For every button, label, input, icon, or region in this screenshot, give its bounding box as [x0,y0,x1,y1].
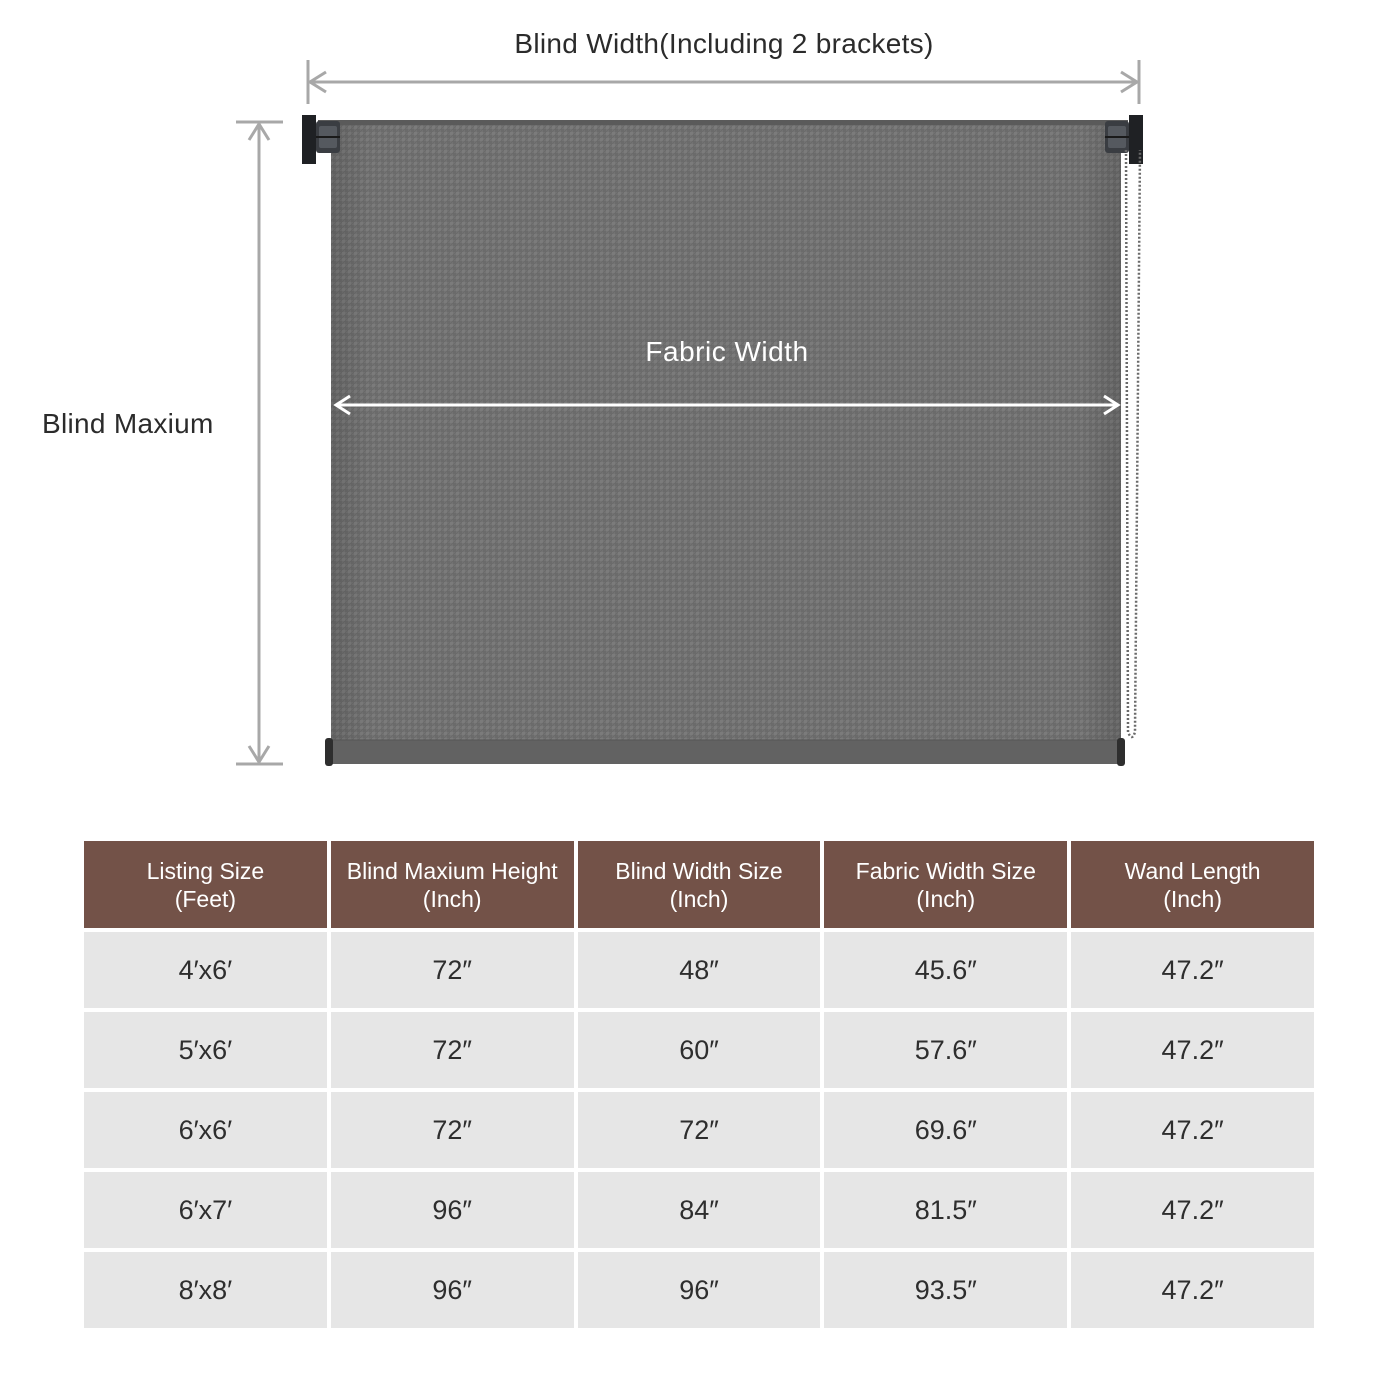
cell-blind-width: 96″ [578,1252,821,1328]
cell-blind-width: 60″ [578,1012,821,1088]
cell-fabric-width: 81.5″ [824,1172,1067,1248]
table-row [84,932,1314,1008]
cell-listing-size: 4′x6′ [84,932,327,1008]
header-fabric-width-size: Fabric Width Size (Inch) [824,841,1067,928]
size-chart-table [80,837,1318,1332]
cell-blind-height: 96″ [331,1172,574,1248]
cell-wand-length: 47.2″ [1071,1172,1314,1248]
table-row [84,1172,1314,1248]
cell-blind-width: 48″ [578,932,821,1008]
cell-wand-length: 47.2″ [1071,1252,1314,1328]
cell-blind-width: 84″ [578,1172,821,1248]
width-dimension-line [308,60,1139,104]
height-dimension-line [236,122,283,764]
header-blind-maxium-height: Blind Maxium Height (Inch) [331,841,574,928]
table-header-row [84,841,1314,928]
blind-height-label: Blind Maxium [42,408,214,439]
blind-width-label: Blind Width(Including 2 brackets) [514,28,934,59]
header-listing-size: Listing Size (Feet) [84,841,327,928]
fabric-panel [331,125,1121,764]
cell-blind-height: 72″ [331,1012,574,1088]
table-row [84,1012,1314,1088]
cell-listing-size: 8′x8′ [84,1252,327,1328]
cell-wand-length: 47.2″ [1071,932,1314,1008]
cell-blind-width: 72″ [578,1092,821,1168]
cell-listing-size: 5′x6′ [84,1012,327,1088]
cell-fabric-width: 45.6″ [824,932,1067,1008]
bead-chain [1126,150,1140,737]
cell-wand-length: 47.2″ [1071,1012,1314,1088]
table-row [84,1092,1314,1168]
header-blind-width-size: Blind Width Size (Inch) [578,841,821,928]
cell-fabric-width: 69.6″ [824,1092,1067,1168]
cell-listing-size: 6′x7′ [84,1172,327,1248]
cell-blind-height: 72″ [331,932,574,1008]
cell-wand-length: 47.2″ [1071,1092,1314,1168]
cell-fabric-width: 93.5″ [824,1252,1067,1328]
header-wand-length: Wand Length (Inch) [1071,841,1314,928]
cell-listing-size: 6′x6′ [84,1092,327,1168]
fabric-width-label: Fabric Width [645,336,809,367]
cell-blind-height: 72″ [331,1092,574,1168]
cell-fabric-width: 57.6″ [824,1012,1067,1088]
cell-blind-height: 96″ [331,1252,574,1328]
table-row [84,1252,1314,1328]
